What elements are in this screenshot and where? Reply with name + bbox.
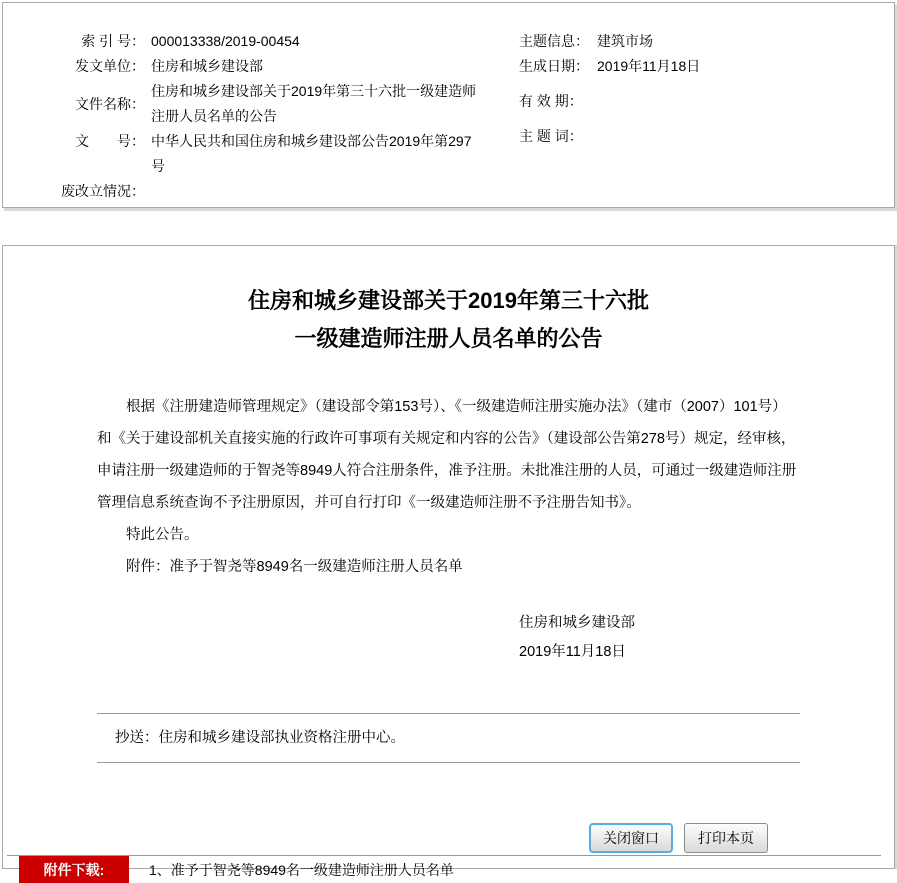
document-number-label: 文 号： <box>75 133 145 149</box>
attachment-download-link[interactable]: 1、准予于智尧等8949名一级建造师注册人员名单 <box>149 861 454 878</box>
meta-row-topic-info <box>519 29 879 54</box>
generated-date-value: 2019年11月18日 <box>597 58 701 74</box>
meta-row-repeal-status <box>3 179 483 204</box>
document-title <box>3 282 894 358</box>
meta-row-document-number <box>3 129 483 179</box>
document-name-label: 文件名称： <box>75 95 145 112</box>
document-paragraph: 根据《注册建造师管理规定》（建设部令第153号）、《一级建造师注册实施办法》（建市（2007）101号）和《关于建设部机关直接实施的行政许可事项有关规定和内容的公告》（建设部公告第278号）规定，经审核，申请注册一级建造师的于智尧等8949人符合注册条件，准予注册。未批准注册的人员，可通过一级建造师注册管理信息系统查询不予注册原因，并可自行打印《一级建造师注册不予注册告知书》。 <box>97 399 797 511</box>
close-window-button[interactable]: 关闭窗口 <box>589 823 673 853</box>
metadata-left-column <box>3 29 483 204</box>
meta-row-validity-period <box>519 89 879 114</box>
metadata-columns <box>3 29 894 204</box>
document-body <box>97 391 800 855</box>
document-panel <box>2 245 895 878</box>
action-buttons-row <box>97 823 800 855</box>
cc-section <box>97 713 800 763</box>
meta-row-subject-words <box>519 124 879 149</box>
document-name-value: 住房和城乡建设部关于2019年第三十六批一级建造师注册人员名单的公告 <box>151 83 477 124</box>
issuing-unit-value: 住房和城乡建设部 <box>151 58 263 74</box>
metadata-right-column <box>519 29 879 204</box>
issuing-unit-label: 发文单位： <box>75 58 145 74</box>
document-title-line1: 住房和城乡建设部关于2019年第三十六批 <box>248 288 649 313</box>
generated-date-label: 生成日期： <box>519 58 589 74</box>
metadata-panel <box>2 2 895 208</box>
meta-row-generated-date <box>519 54 879 79</box>
cc-line: 抄送：住房和城乡建设部执业资格注册中心。 <box>115 730 405 746</box>
attachment-download-badge: 附件下载: <box>19 856 129 883</box>
validity-period-label: 有 效 期： <box>519 93 583 109</box>
repeal-status-value <box>145 179 483 204</box>
meta-row-document-name <box>3 79 483 129</box>
document-closing: 特此公告。 <box>126 527 199 543</box>
index-number-label: 索 引 号： <box>81 33 145 49</box>
signature-block <box>519 609 800 667</box>
repeal-status-label: 废改立情况： <box>61 183 145 199</box>
meta-row-issuing-unit <box>3 54 483 79</box>
attachment-download-section <box>3 856 894 883</box>
print-page-button[interactable]: 打印本页 <box>684 823 768 853</box>
signer-name: 住房和城乡建设部 <box>519 615 635 631</box>
document-title-line2: 一级建造师注册人员名单的公告 <box>294 326 603 351</box>
index-number-value: 000013338/2019-00454 <box>151 33 300 49</box>
document-attachment-line: 附件：准予于智尧等8949名一级建造师注册人员名单 <box>126 559 463 575</box>
topic-info-label: 主题信息： <box>519 33 589 49</box>
document-number-value: 中华人民共和国住房和城乡建设部公告2019年第297号 <box>151 133 472 174</box>
subject-words-label: 主 题 词： <box>519 128 583 144</box>
topic-info-value: 建筑市场 <box>597 33 653 49</box>
sign-date: 2019年11月18日 <box>519 644 626 660</box>
meta-row-index-number <box>3 29 483 54</box>
